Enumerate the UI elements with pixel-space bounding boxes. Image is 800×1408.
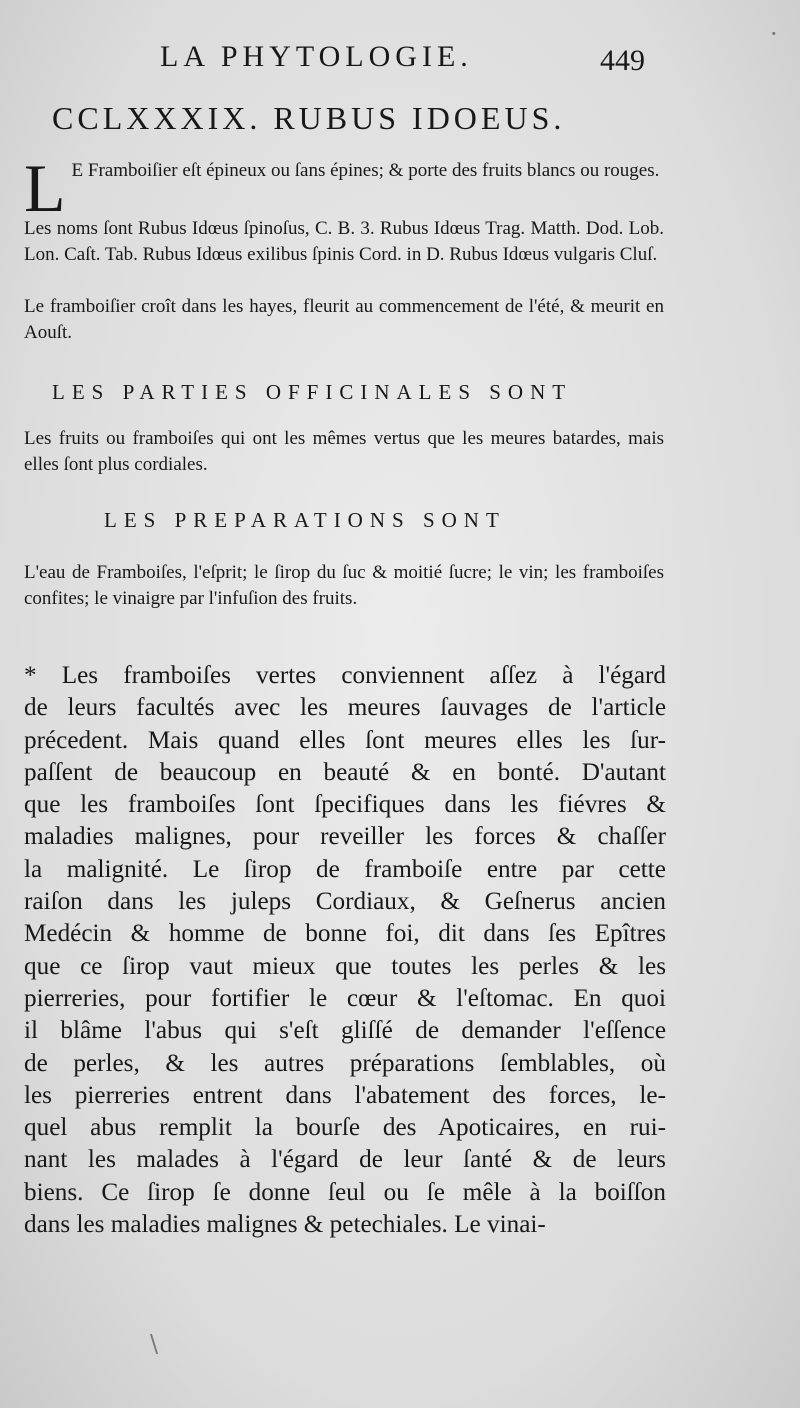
body-line: il blâme l'abus qui s'eſt gliſſé de demander l'eſſence: [24, 1017, 666, 1045]
intro-paragraph-1: [24, 150, 664, 226]
page-smudge: ·: [770, 20, 778, 48]
body-line: que ce ſirop vaut mieux que toutes les perles & les: [24, 952, 666, 980]
body-line: de leurs facultés avec les meures ſauvages de l'article: [24, 694, 666, 722]
body-line: dans les maladies malignes & petechiales. Le vinai-: [24, 1211, 546, 1239]
main-body-text: [24, 660, 666, 1241]
body-line: biens. Ce ſirop ſe donne ſeul ou ſe mêle à la boiſſon: [24, 1178, 666, 1206]
intro-text-3: Le framboiſier croît dans les hayes, fleurit au commencement de l'été, & meurit en Aouſt.: [24, 296, 664, 343]
drop-cap: L: [24, 150, 66, 226]
body-line: quel abus remplit la bourſe des Apoticaires, en rui-: [24, 1114, 666, 1142]
body-line: nant les malades à l'égard de leur ſanté & de leurs: [24, 1146, 666, 1174]
intro-text-1: E Framboiſier eſt épineux ou ſans épines; & porte des fruits blancs ou rouges.: [71, 160, 660, 181]
body-line: raiſon dans les juleps Cordiaux, & Geſnerus ancien: [24, 888, 666, 916]
section-heading-officinales: LES PARTIES OFFICINALES SONT: [52, 380, 573, 404]
intro-paragraph-3: [24, 294, 664, 346]
officinales-text: Les fruits ou framboiſes qui ont les mêmes vertus que les meures batardes, mais elles ſont plus cordiales.: [24, 428, 664, 475]
intro-text-2: Les noms ſont Rubus Idœus ſpinoſus, C. B. 3. Rubus Idœus Trag. Matth. Dod. Lob. Lon. Caſt. Tab. Rubus Idœus exilibus ſpinis Cord. in D. Rubus Idœus vulgaris Cluſ.: [24, 218, 664, 265]
running-title: LA PHYTOLOGIE.: [160, 40, 473, 73]
running-head: [0, 40, 800, 86]
body-line: pierreries, pour fortifier le cœur & l'eſtomac. En quoi: [24, 984, 666, 1012]
body-line: que les framboiſes ſont ſpecifiques dans les fiévres &: [24, 791, 666, 819]
section-text-preparations: [24, 560, 664, 612]
page-number: 449: [600, 44, 645, 77]
chapter-title: CCLXXXIX. RUBUS IDOEUS.: [52, 100, 566, 136]
body-line: Medécin & homme de bonne foi, dit dans ſes Epîtres: [24, 920, 666, 948]
body-line: la malignité. Le ſirop de framboiſe entre par cette: [24, 855, 666, 883]
preparations-text: L'eau de Framboiſes, l'eſprit; le ſirop du ſuc & moitié ſucre; le vin; les framboiſes confites; le vinaigre par l'infuſion des fruits.: [24, 562, 664, 609]
body-line: maladies malignes, pour reveiller les forces & chaſſer: [24, 823, 666, 851]
body-line: précedent. Mais quand elles ſont meures elles les ſur-: [24, 726, 666, 754]
section-heading-preparations: LES PREPARATIONS SONT: [104, 508, 506, 532]
body-line: * Les framboiſes vertes conviennent aſſez à l'égard: [24, 662, 666, 689]
body-line: paſſent de beaucoup en beauté & en bonté. D'autant: [24, 758, 666, 786]
intro-paragraph-2: [24, 216, 664, 268]
section-text-officinales: [24, 426, 664, 478]
body-line: de perles, & les autres préparations ſemblables, où: [24, 1049, 666, 1077]
body-line: les pierreries entrent dans l'abatement des forces, le-: [24, 1081, 666, 1109]
page-stain-mark: \: [150, 1330, 159, 1358]
